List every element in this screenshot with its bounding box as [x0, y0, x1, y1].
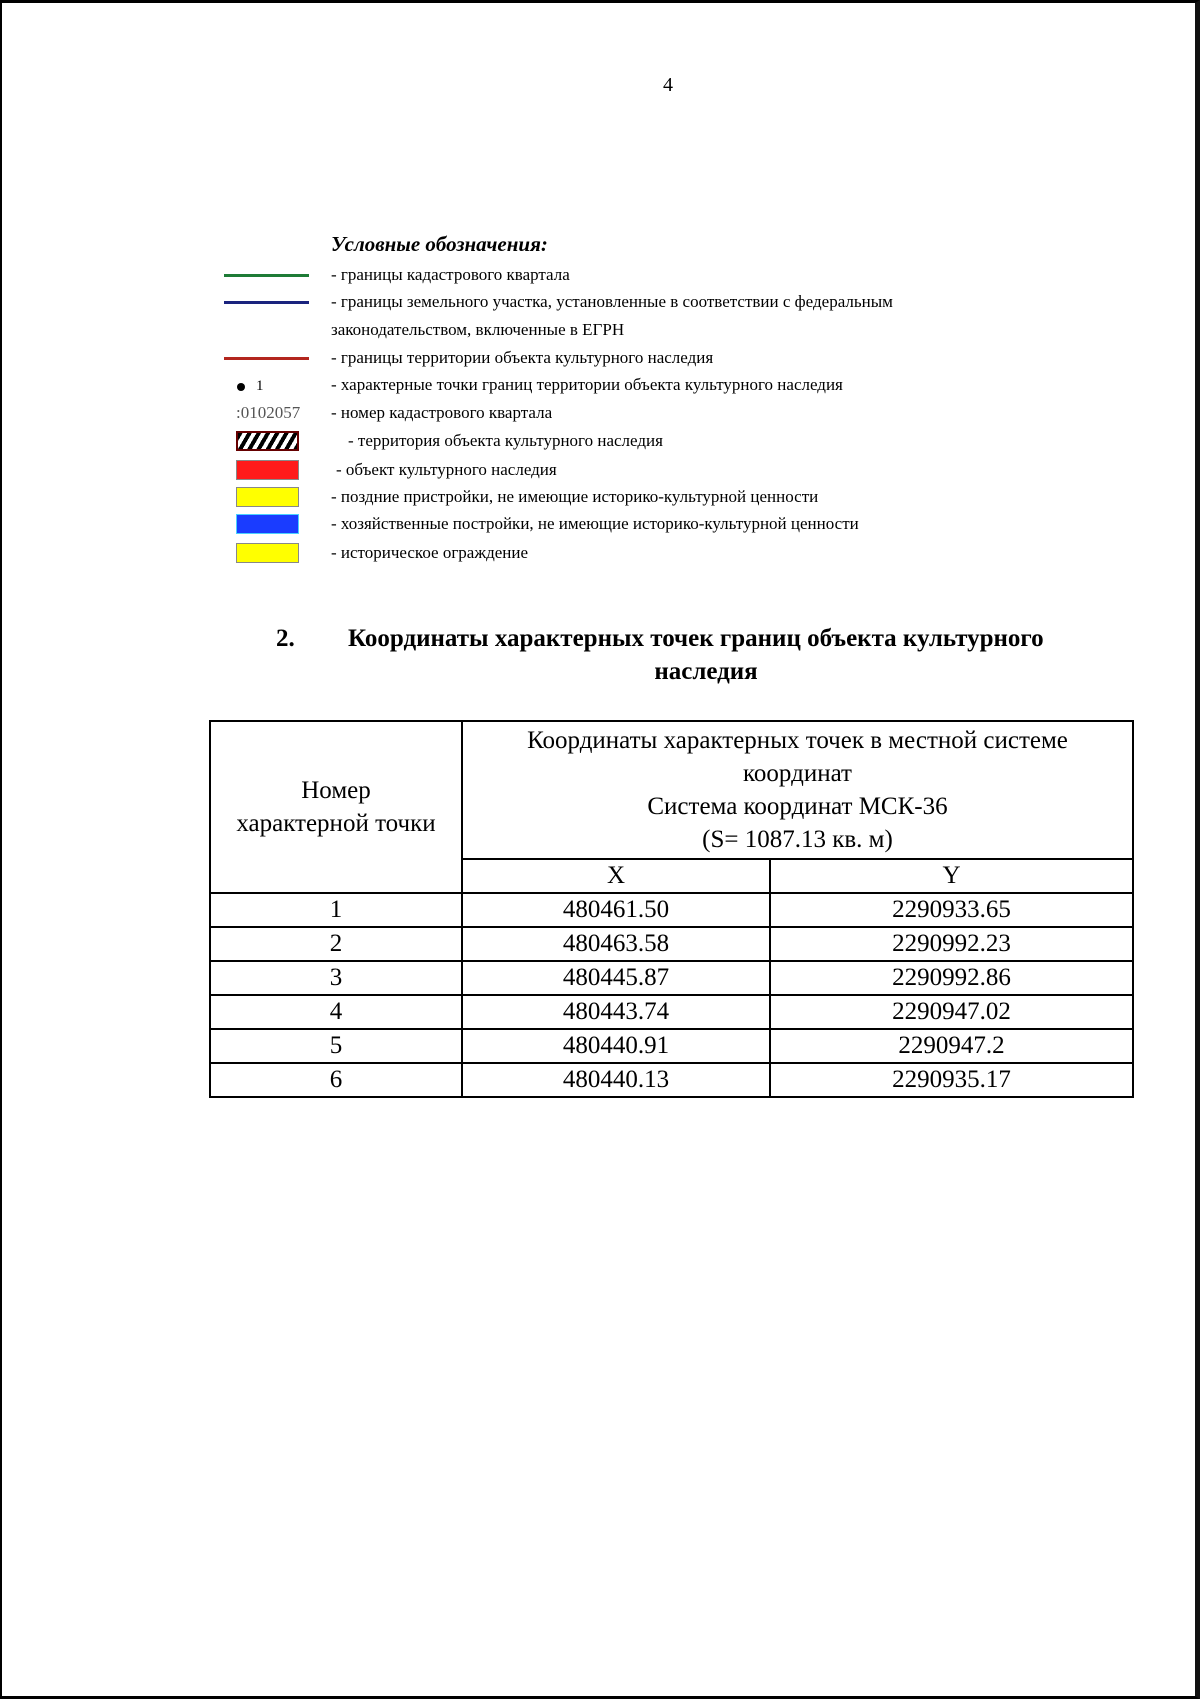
table-row: [210, 1029, 1133, 1063]
legend-item-cadastral-number: [0, 400, 1200, 426]
point-number-cell: 1: [210, 893, 462, 927]
legend-item-text: - границы земельного участка, установленные в соответствии с федеральным: [331, 292, 893, 311]
yellow-box-symbol: [236, 543, 299, 563]
point-number-cell: 5: [210, 1029, 462, 1063]
red-line-symbol: [224, 357, 309, 360]
legend-item-land-plot-boundary: [0, 289, 1200, 315]
legend-item-text: - характерные точки границ территории объекта культурного наследия: [331, 375, 843, 394]
legend-item-text: - территория объекта культурного наследия: [348, 431, 663, 450]
blue-box-symbol: [236, 514, 299, 534]
section-number: 2.: [276, 625, 295, 652]
legend-item-historic-fence: [0, 540, 1200, 566]
x-cell: 480445.87: [462, 961, 770, 995]
table-row: [210, 893, 1133, 927]
x-cell: 480463.58: [462, 927, 770, 961]
legend-title: Условные обозначения:: [331, 232, 548, 256]
table-row: [210, 995, 1133, 1029]
y-column-header: Y: [770, 859, 1133, 893]
legend-item-boundary-points: [0, 372, 1200, 398]
legend-item-outbuildings: [0, 511, 1200, 537]
point-number-cell: 2: [210, 927, 462, 961]
green-line-symbol: [224, 274, 309, 277]
legend-item-text: - границы кадастрового квартала: [331, 265, 570, 284]
legend-item-text: - историческое ограждение: [331, 543, 529, 562]
y-cell: 2290992.86: [770, 961, 1133, 995]
y-cell: 2290947.02: [770, 995, 1133, 1029]
coordinates-table: [209, 720, 1134, 1098]
legend-item-land-plot-boundary-cont: [0, 317, 1200, 343]
legend-item-cadastral-boundary: [0, 262, 1200, 288]
point-number-cell: 4: [210, 995, 462, 1029]
legend-item-heritage-object: [0, 457, 1200, 483]
point-label: 1: [256, 378, 264, 394]
y-cell: 2290933.65: [770, 893, 1133, 927]
header-line: (S= 1087.13 кв. м): [702, 826, 893, 853]
legend-item-text: законодательством, включенные в ЕГРН: [331, 320, 625, 339]
table-row: [210, 927, 1133, 961]
legend-item-text: - хозяйственные постройки, не имеющие историко-культурной ценности: [331, 514, 859, 533]
header-line: Координаты характерных точек в местной системе: [527, 727, 1068, 754]
point-number-header: [210, 721, 462, 893]
yellow-box-symbol: [236, 487, 299, 507]
x-cell: 480461.50: [462, 893, 770, 927]
x-cell: 480443.74: [462, 995, 770, 1029]
page-number: 4: [663, 74, 673, 96]
x-column-header: X: [462, 859, 770, 893]
x-cell: 480440.13: [462, 1063, 770, 1097]
legend-item-text: - объект культурного наследия: [336, 460, 557, 479]
section-title-line2: наследия: [654, 658, 758, 685]
legend-item-heritage-territory-boundary: [0, 345, 1200, 371]
red-box-symbol: [236, 460, 299, 480]
legend-item-text: - границы территории объекта культурного наследия: [331, 348, 714, 367]
header-line: Система координат МСК-36: [647, 793, 948, 820]
point-symbol: [237, 378, 264, 395]
legend-item-text: - поздние пристройки, не имеющие историко-культурной ценности: [331, 487, 819, 506]
point-number-cell: 6: [210, 1063, 462, 1097]
table-row: [210, 1063, 1133, 1097]
legend-item-late-annexes: [0, 484, 1200, 510]
coordinates-header: [462, 721, 1133, 859]
blue-line-symbol: [224, 301, 309, 304]
legend-item-heritage-territory: [0, 428, 1200, 454]
legend-item-text: - номер кадастрового квартала: [331, 403, 553, 422]
cadastral-number-symbol: :0102057: [236, 403, 301, 422]
y-cell: 2290992.23: [770, 927, 1133, 961]
header-line: характерной точки: [236, 810, 436, 837]
header-line: координат: [743, 760, 852, 787]
point-number-cell: 3: [210, 961, 462, 995]
table-row: [210, 961, 1133, 995]
header-line: Номер: [301, 777, 371, 804]
y-cell: 2290935.17: [770, 1063, 1133, 1097]
x-cell: 480440.91: [462, 1029, 770, 1063]
section-title-line1: Координаты характерных точек границ объекта культурного: [348, 625, 1044, 652]
y-cell: 2290947.2: [770, 1029, 1133, 1063]
hatch-symbol: [236, 431, 299, 451]
point-dot-icon: [237, 383, 245, 391]
